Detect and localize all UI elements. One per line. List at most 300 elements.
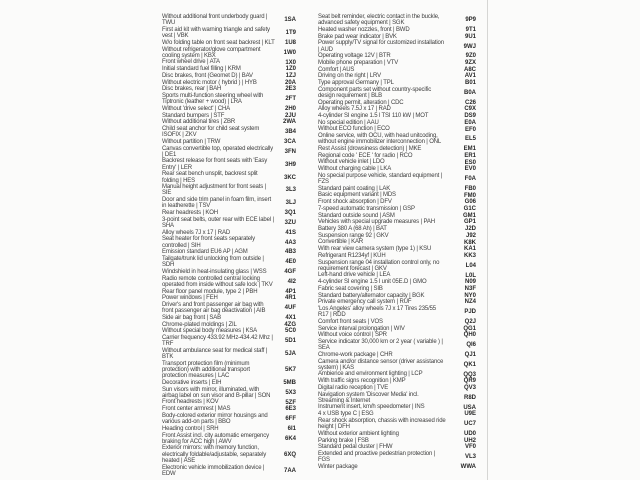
equipment-code: KA1 <box>463 246 476 253</box>
equipment-code: EL5 <box>464 136 476 143</box>
equipment-code: 20A <box>284 79 296 86</box>
equipment-code: USA <box>463 404 476 411</box>
equipment-description: Driver's and front passenger air bag with front passenger air bag deactivation | AIB <box>162 301 266 315</box>
equipment-row <box>162 217 296 229</box>
equipment-description: Suspension range 04 installation control only, no requirement forecast | GKV <box>318 259 440 272</box>
equipment-row <box>162 197 296 209</box>
equipment-code: L04 <box>465 262 476 269</box>
equipment-row <box>162 14 296 26</box>
equipment-row <box>162 40 296 46</box>
equipment-row <box>318 73 476 79</box>
equipment-description: Radio remote controlled central locking operated from inside without safe lock | TKV <box>162 275 273 288</box>
equipment-row <box>318 173 476 185</box>
equipment-code: NY0 <box>464 292 476 299</box>
equipment-description: Electronic vehicle immobilization device | EDW <box>162 464 265 477</box>
equipment-code: 9ZX <box>464 60 476 67</box>
equipment-description: Without additional tires | ZBR <box>162 119 236 126</box>
equipment-row <box>318 418 476 430</box>
equipment-row <box>318 306 476 318</box>
equipment-row <box>318 159 476 165</box>
equipment-code: 4X1 <box>285 314 296 321</box>
equipment-row <box>162 380 296 386</box>
equipment-description: Canvas convertible top, operated electrically | DE1 <box>162 145 273 158</box>
equipment-code: 5JA <box>284 351 296 358</box>
equipment-row <box>162 93 296 105</box>
equipment-description: Digital radio reception | TVE <box>318 384 389 391</box>
equipment-description: Camera and/or distance sensor (driver assistance system) | KAS <box>318 358 444 371</box>
equipment-code: 2FT <box>285 96 296 103</box>
equipment-description: Exterior mirrors: with memory function, electrically foldable/adjustable, separately heated | ASE <box>162 445 267 464</box>
equipment-description: W/o folding table on front seat backrest | KLT <box>162 39 275 46</box>
equipment-row <box>318 260 476 272</box>
equipment-description: Navigation system 'Discover Media' incl. Streaming & Internet <box>318 391 419 404</box>
equipment-row <box>318 186 476 192</box>
equipment-code: QV3 <box>463 384 476 391</box>
equipment-row <box>162 236 296 248</box>
equipment-description: No special purpose vehicle, standard equipment | FZS <box>318 172 443 186</box>
equipment-description: Without exterior ambient lighting <box>318 430 399 437</box>
equipment-description: Rest Assist (drowsiness detection) | MKE <box>318 146 422 153</box>
equipment-description: Chrome-work package | CHR <box>318 351 393 358</box>
equipment-row <box>318 213 476 219</box>
equipment-code: ES0 <box>464 159 476 166</box>
equipment-code: B01 <box>464 80 476 87</box>
equipment-code: 4P1 <box>285 288 296 295</box>
equipment-row <box>162 249 296 255</box>
equipment-code: C9X <box>464 106 476 113</box>
equipment-row <box>318 352 476 358</box>
equipment-code: 5C0 <box>284 328 296 335</box>
equipment-row <box>162 210 296 216</box>
equipment-row <box>318 199 476 205</box>
equipment-row <box>162 184 296 196</box>
equipment-description: Regional code ' ECE ' for radio | RCO <box>318 152 413 159</box>
equipment-code: FM0 <box>464 192 476 199</box>
equipment-code: J2D <box>464 226 476 233</box>
equipment-code: B0A <box>463 89 476 96</box>
equipment-description: 'Los Angeles' alloy wheels 7J x 17 Tires 235/55 R17 | RDD <box>318 305 436 319</box>
equipment-description: Fabric seat covering | SIB <box>318 285 383 292</box>
equipment-code: 9Z0 <box>465 53 476 60</box>
equipment-description: Vehicles with special upgrade measures | PAH <box>318 219 435 226</box>
equipment-description: Standard bumpers | STF <box>162 112 225 119</box>
equipment-description: Front headrests | KOV <box>162 399 219 406</box>
equipment-description: Rear floor panel module, type 2 | PBH <box>162 288 258 295</box>
equipment-code: 9P9 <box>465 17 476 24</box>
equipment-description: Without 'drive select' | CHA <box>162 105 231 112</box>
equipment-code: VL3 <box>464 454 476 461</box>
equipment-row <box>162 27 296 39</box>
equipment-code: 4A3 <box>284 239 296 246</box>
equipment-code: F0A <box>464 176 476 183</box>
equipment-code: 6I1 <box>287 425 296 432</box>
equipment-description: Left-hand drive vehicle | LEA <box>318 272 391 279</box>
equipment-description: Without partition | TRW <box>162 138 221 145</box>
equipment-code: 4GF <box>284 269 296 276</box>
equipment-description: Basic equipment variant | MDS <box>318 192 396 199</box>
equipment-code: 3KC <box>283 174 296 181</box>
equipment-row <box>318 192 476 198</box>
equipment-row <box>318 166 476 172</box>
equipment-row <box>318 464 476 470</box>
equipment-row <box>318 120 476 126</box>
equipment-row <box>318 100 476 106</box>
equipment-row <box>162 80 296 86</box>
equipment-code: 9U1 <box>464 33 476 40</box>
equipment-description: Winter package <box>318 463 358 470</box>
equipment-row <box>318 293 476 299</box>
equipment-row <box>318 206 476 212</box>
equipment-row <box>162 426 296 432</box>
equipment-row <box>162 139 296 145</box>
equipment-description: Without electric motor ( hybrid ) | HYB <box>162 79 257 86</box>
equipment-row <box>162 445 296 464</box>
equipment-code: QQ3 <box>463 371 476 378</box>
equipment-row <box>318 431 476 437</box>
equipment-row <box>162 146 296 158</box>
equipment-row <box>318 40 476 52</box>
equipment-code: 9T1 <box>465 27 476 33</box>
equipment-row <box>162 465 296 477</box>
equipment-code: 4R1 <box>284 295 296 302</box>
equipment-description: Backrest release for front seats with 'Easy Entry' | LER <box>162 158 268 171</box>
equipment-row <box>162 406 296 412</box>
equipment-description: Disc brakes, rear | BAH <box>162 86 222 93</box>
equipment-description: 7-speed automatic transmission | GSP <box>318 205 415 212</box>
equipment-code: QK1 <box>463 361 476 368</box>
equipment-description: Standard paint coating | LAK <box>318 185 391 192</box>
equipment-code: 3ZU <box>284 220 296 226</box>
equipment-code: QI6 <box>466 342 476 349</box>
equipment-row <box>318 411 476 417</box>
equipment-row <box>318 326 476 332</box>
equipment-description: Extended and proactive pedestrian protection | FGS <box>318 450 436 464</box>
equipment-description: Comfort | AUS <box>318 66 355 73</box>
equipment-description: Disc brakes, front (Geomet D) | BAV <box>162 72 253 79</box>
equipment-code: 4B3 <box>284 249 296 256</box>
equipment-code: GP1 <box>463 219 476 226</box>
equipment-description: Without charging cable | LKA <box>318 166 392 173</box>
equipment-description: Type approval Germany | TPL <box>318 80 394 87</box>
equipment-description: Battery 380 A (68 Ah) | BAT <box>318 226 387 232</box>
equipment-row <box>162 361 296 380</box>
equipment-row <box>318 404 476 410</box>
equipment-code: K8K <box>463 239 476 246</box>
equipment-description: Front wheel drive | ATA <box>162 59 220 66</box>
equipment-row <box>318 385 476 391</box>
equipment-description: Without special body measures | KSA <box>162 328 258 335</box>
equipment-code: DS9 <box>464 113 476 120</box>
equipment-code: FB0 <box>464 185 476 192</box>
equipment-code: J92 <box>465 232 476 239</box>
equipment-description: Online service, with OCU, with head unitcoding, without engine immobilizer interconnection | ONL <box>318 133 442 146</box>
equipment-description: Body-colored exterior mirror housings and various add-on parts | BBO <box>162 412 268 426</box>
equipment-code: 9WJ <box>463 43 476 50</box>
equipment-description: Power supply/TV signal for customized installation | AUD <box>318 40 444 53</box>
equipment-description: Operating permit, alteration | CDC <box>318 99 404 106</box>
equipment-code: 6K4 <box>284 435 296 442</box>
equipment-row <box>318 444 476 450</box>
equipment-row <box>318 371 476 377</box>
equipment-description: Convertible | KAR <box>318 239 364 246</box>
equipment-description: Door and side trim panel in foam film, insert in leatherette | TSV <box>162 197 271 210</box>
equipment-row <box>162 315 296 321</box>
equipment-code: 6E3 <box>285 406 296 413</box>
equipment-code: QJ1 <box>464 351 476 358</box>
equipment-code: 1W0 <box>283 49 296 56</box>
equipment-description: Brake pad wear indicator | BVK <box>318 33 397 40</box>
equipment-code: 3FN <box>284 148 296 155</box>
equipment-description: Heading control | SRH <box>162 425 219 432</box>
equipment-code: 3L3 <box>285 187 296 194</box>
equipment-code: 3Q1 <box>284 210 296 217</box>
equipment-row <box>318 226 476 232</box>
equipment-row <box>318 146 476 152</box>
equipment-description: Suspension range 92 | GKV <box>318 232 389 239</box>
equipment-row <box>162 328 296 334</box>
equipment-description: Service interval prolongation | WIV <box>318 325 405 332</box>
equipment-description: Without vehicle inlet | LDO <box>318 159 385 166</box>
equipment-description: Seat belt reminder, electric contact in the buckle, advanced safety equipment | SGK <box>318 14 440 27</box>
equipment-code: 1ZJ <box>285 72 296 79</box>
equipment-description: Comfort front seats | VOS <box>318 318 383 325</box>
equipment-description: Standard battery/alternator capacity | BGK <box>318 292 425 299</box>
equipment-description: Power windows | FEH <box>162 295 218 302</box>
equipment-code: U9E <box>464 411 476 418</box>
equipment-description: Driving on the right | LRV <box>318 73 381 80</box>
equipment-description: 4-cylinder SI engine 1.5 l unit 05E.D | GMO <box>318 279 427 286</box>
equipment-row <box>162 230 296 236</box>
equipment-row <box>162 295 296 301</box>
equipment-description: No special edition | AAU <box>318 119 379 126</box>
equipment-description: Service indicator 30,000 km or 2 year ( variable ) | SEA <box>318 338 443 352</box>
equipment-description: Transport protection film (minimum protection) with additional transport protection measures | LAC <box>162 360 250 380</box>
equipment-description: 3-point seat belts, outer rear with ECE label | SHA <box>162 216 274 229</box>
equipment-code: NZ4 <box>464 299 476 306</box>
equipment-description: Windshield in heat-insulating glass | WSS <box>162 268 267 275</box>
equipment-description: Decorative inserts | EIH <box>162 379 222 386</box>
equipment-row <box>162 66 296 72</box>
equipment-description: Alloy wheels 7J x 17 | RAD <box>162 229 231 236</box>
equipment-row <box>162 302 296 314</box>
equipment-row <box>162 256 296 268</box>
equipment-description: Seat heater for front seats separately controlled | SIH <box>162 236 256 249</box>
equipment-row <box>318 378 476 384</box>
equipment-row <box>162 113 296 119</box>
equipment-code: G06 <box>464 199 476 206</box>
equipment-row <box>162 433 296 445</box>
equipment-code: 4UF <box>284 305 296 312</box>
equipment-code: 4I2 <box>287 278 296 285</box>
equipment-description: Refrigerant R1234yf | KUH <box>318 252 386 259</box>
equipment-description: Heated washer nozzles, front | BWD <box>318 26 410 33</box>
equipment-row <box>318 272 476 278</box>
equipment-description: Carrier frequency 433.92 MHz-434.42 Mhz | TRF <box>162 334 273 348</box>
equipment-row <box>318 239 476 245</box>
equipment-description: Front center armrest | MAS <box>162 406 231 413</box>
equipment-code: 6FF <box>285 416 296 423</box>
equipment-row <box>162 322 296 328</box>
equipment-row <box>318 133 476 145</box>
equipment-row <box>162 47 296 59</box>
equipment-row <box>318 279 476 285</box>
equipment-row <box>318 14 476 26</box>
equipment-description: Without ambulance seat for medical staff | BTK <box>162 347 268 361</box>
equipment-code: ER1 <box>464 152 476 159</box>
equipment-row <box>318 392 476 404</box>
equipment-description: Rear shock absorption, chassis with increased ride height | DFH <box>318 417 446 431</box>
equipment-row <box>318 451 476 463</box>
equipment-code: N09 <box>464 279 476 286</box>
equipment-code: QR9 <box>463 378 476 385</box>
equipment-code: 2WA <box>282 119 296 126</box>
equipment-row <box>162 119 296 125</box>
equipment-code: 5K7 <box>284 367 296 374</box>
equipment-description: Tailgate/trunk lid unlocking from outside | SDH <box>162 256 264 269</box>
equipment-row <box>318 87 476 99</box>
equipment-row <box>162 73 296 79</box>
equipment-row <box>162 413 296 425</box>
equipment-description: Ambience and environment lighting | LCP <box>318 371 423 378</box>
equipment-row <box>162 348 296 360</box>
equipment-code: 41S <box>285 229 296 236</box>
equipment-row <box>318 34 476 40</box>
equipment-description: Instrument insert, km/h speedometer | INS <box>318 404 425 411</box>
equipment-row <box>162 387 296 399</box>
equipment-code: 3H9 <box>284 161 296 168</box>
equipment-row <box>162 276 296 288</box>
equipment-code: C26 <box>464 99 476 106</box>
equipment-description: Front shock absorption | DFV <box>318 199 392 206</box>
equipment-row <box>162 158 296 170</box>
equipment-row <box>318 27 476 33</box>
equipment-description: Sports multi-function steering wheel with Tiptronic (leather + wood) | LRA <box>162 92 264 106</box>
vertical-divider <box>487 0 488 480</box>
equipment-code: 3B4 <box>284 129 296 136</box>
equipment-row <box>162 59 296 65</box>
equipment-description: Operating voltage 12V | BTR <box>318 53 391 60</box>
equipment-row <box>318 113 476 119</box>
equipment-description: Without voice control | SPR <box>318 332 387 339</box>
equipment-code: 5ZF <box>285 399 296 406</box>
equipment-description: 4 x USB type C | ESG <box>318 411 374 418</box>
equipment-row <box>318 359 476 371</box>
equipment-code: WWA <box>460 463 476 470</box>
equipment-description: Mobile phone preparation | VTV <box>318 59 399 66</box>
equipment-column-right <box>318 14 476 471</box>
equipment-code: 6XQ <box>283 451 296 458</box>
equipment-row <box>318 60 476 66</box>
equipment-row <box>162 126 296 138</box>
equipment-code: UC7 <box>463 421 476 428</box>
equipment-code: UD0 <box>463 430 476 437</box>
equipment-column-left <box>162 14 296 477</box>
equipment-description: Standard outside sound | ASM <box>318 212 395 219</box>
equipment-code: 2H0 <box>284 105 296 112</box>
equipment-description: Alloy wheels 7.5J x 17 | RAD <box>318 106 391 113</box>
equipment-code: PJD <box>464 309 476 316</box>
equipment-description: Child seat anchor for child seat system ISOFIX | ZKV <box>162 125 260 139</box>
equipment-code: EF0 <box>464 126 476 133</box>
equipment-code: L0L <box>465 272 476 279</box>
equipment-row <box>162 289 296 295</box>
equipment-row <box>318 246 476 252</box>
equipment-description: With rear view camera system (type 1) | KSU <box>318 246 432 253</box>
equipment-code: 3CA <box>283 138 296 145</box>
equipment-row <box>318 53 476 59</box>
equipment-row <box>162 335 296 347</box>
equipment-code: N3F <box>464 285 476 292</box>
equipment-code: KK3 <box>463 252 476 259</box>
equipment-code: GM1 <box>462 212 476 219</box>
equipment-description: Emission standard EU6 AP | AGM <box>162 249 248 256</box>
equipment-code: 7AA <box>283 467 296 474</box>
equipment-description: First aid kit with warning triangle and safety vest | VBK <box>162 26 270 40</box>
equipment-code: 1X0 <box>285 59 296 66</box>
equipment-description: Without additional front underbody guard | TWU <box>162 14 268 27</box>
equipment-code: G1C <box>463 205 476 212</box>
equipment-row <box>318 253 476 259</box>
equipment-code: UH2 <box>463 437 476 444</box>
equipment-code: 2JU <box>284 112 296 119</box>
equipment-row <box>318 126 476 132</box>
equipment-row <box>318 339 476 351</box>
equipment-description: Manual height adjustment for front seats | SIE <box>162 184 266 197</box>
equipment-code: QH0 <box>463 332 476 339</box>
equipment-code: 1Z0 <box>285 66 296 73</box>
equipment-description: Private emergency call system | RUF <box>318 299 412 306</box>
equipment-description: Sun visors with mirror, illuminated, with airbag label on sun visor and B-pillar | SON <box>162 386 271 399</box>
equipment-code: 5D1 <box>284 338 296 345</box>
equipment-description: 4-cylinder SI engine 1.5 l TSI 110 kW | MOT <box>318 113 429 120</box>
equipment-row <box>318 106 476 112</box>
equipment-row <box>318 233 476 239</box>
equipment-code: E0A <box>464 119 476 126</box>
equipment-code: VF0 <box>464 444 476 451</box>
equipment-description: Without ECO function | ECO <box>318 126 390 133</box>
equipment-description: Component parts set without country-specific design requirement | BLB <box>318 86 432 99</box>
equipment-code: EM1 <box>463 146 476 153</box>
equipment-description: Chrome-plated moldings | ZIL <box>162 321 237 328</box>
equipment-code: 1SA <box>284 17 296 24</box>
equipment-description: Initial standard fuel filling | KRM <box>162 66 241 73</box>
equipment-code: A8C <box>463 66 476 73</box>
equipment-row <box>162 171 296 183</box>
equipment-code: 4ZG <box>284 321 296 328</box>
equipment-code: EV0 <box>464 166 476 173</box>
equipment-description: With traffic signs recognition | KMP <box>318 378 406 385</box>
equipment-code: 5MB <box>283 379 296 386</box>
equipment-code: 4E0 <box>285 259 296 266</box>
equipment-row <box>318 299 476 305</box>
equipment-row <box>318 332 476 338</box>
equipment-description: Parking brake | FSB <box>318 437 369 444</box>
equipment-code: AV1 <box>464 73 476 80</box>
equipment-code: QG1 <box>463 325 476 332</box>
equipment-description: Rear seat bench unsplit, backrest split folding | HES <box>162 171 258 184</box>
equipment-row <box>162 106 296 112</box>
equipment-description: Front Assist incl. city automatic emergency braking for ACC high | AWV <box>162 432 269 445</box>
equipment-code: 2E3 <box>285 86 296 93</box>
equipment-row <box>162 269 296 275</box>
equipment-description: Standard pedal cluster | FHW <box>318 444 393 451</box>
equipment-row <box>162 399 296 405</box>
equipment-description: Without refrigerator/glove compartment cooling system | KBX <box>162 46 261 59</box>
equipment-row <box>318 153 476 159</box>
equipment-row <box>318 219 476 225</box>
equipment-code: 5X3 <box>285 389 296 396</box>
equipment-code: R8D <box>463 394 476 401</box>
